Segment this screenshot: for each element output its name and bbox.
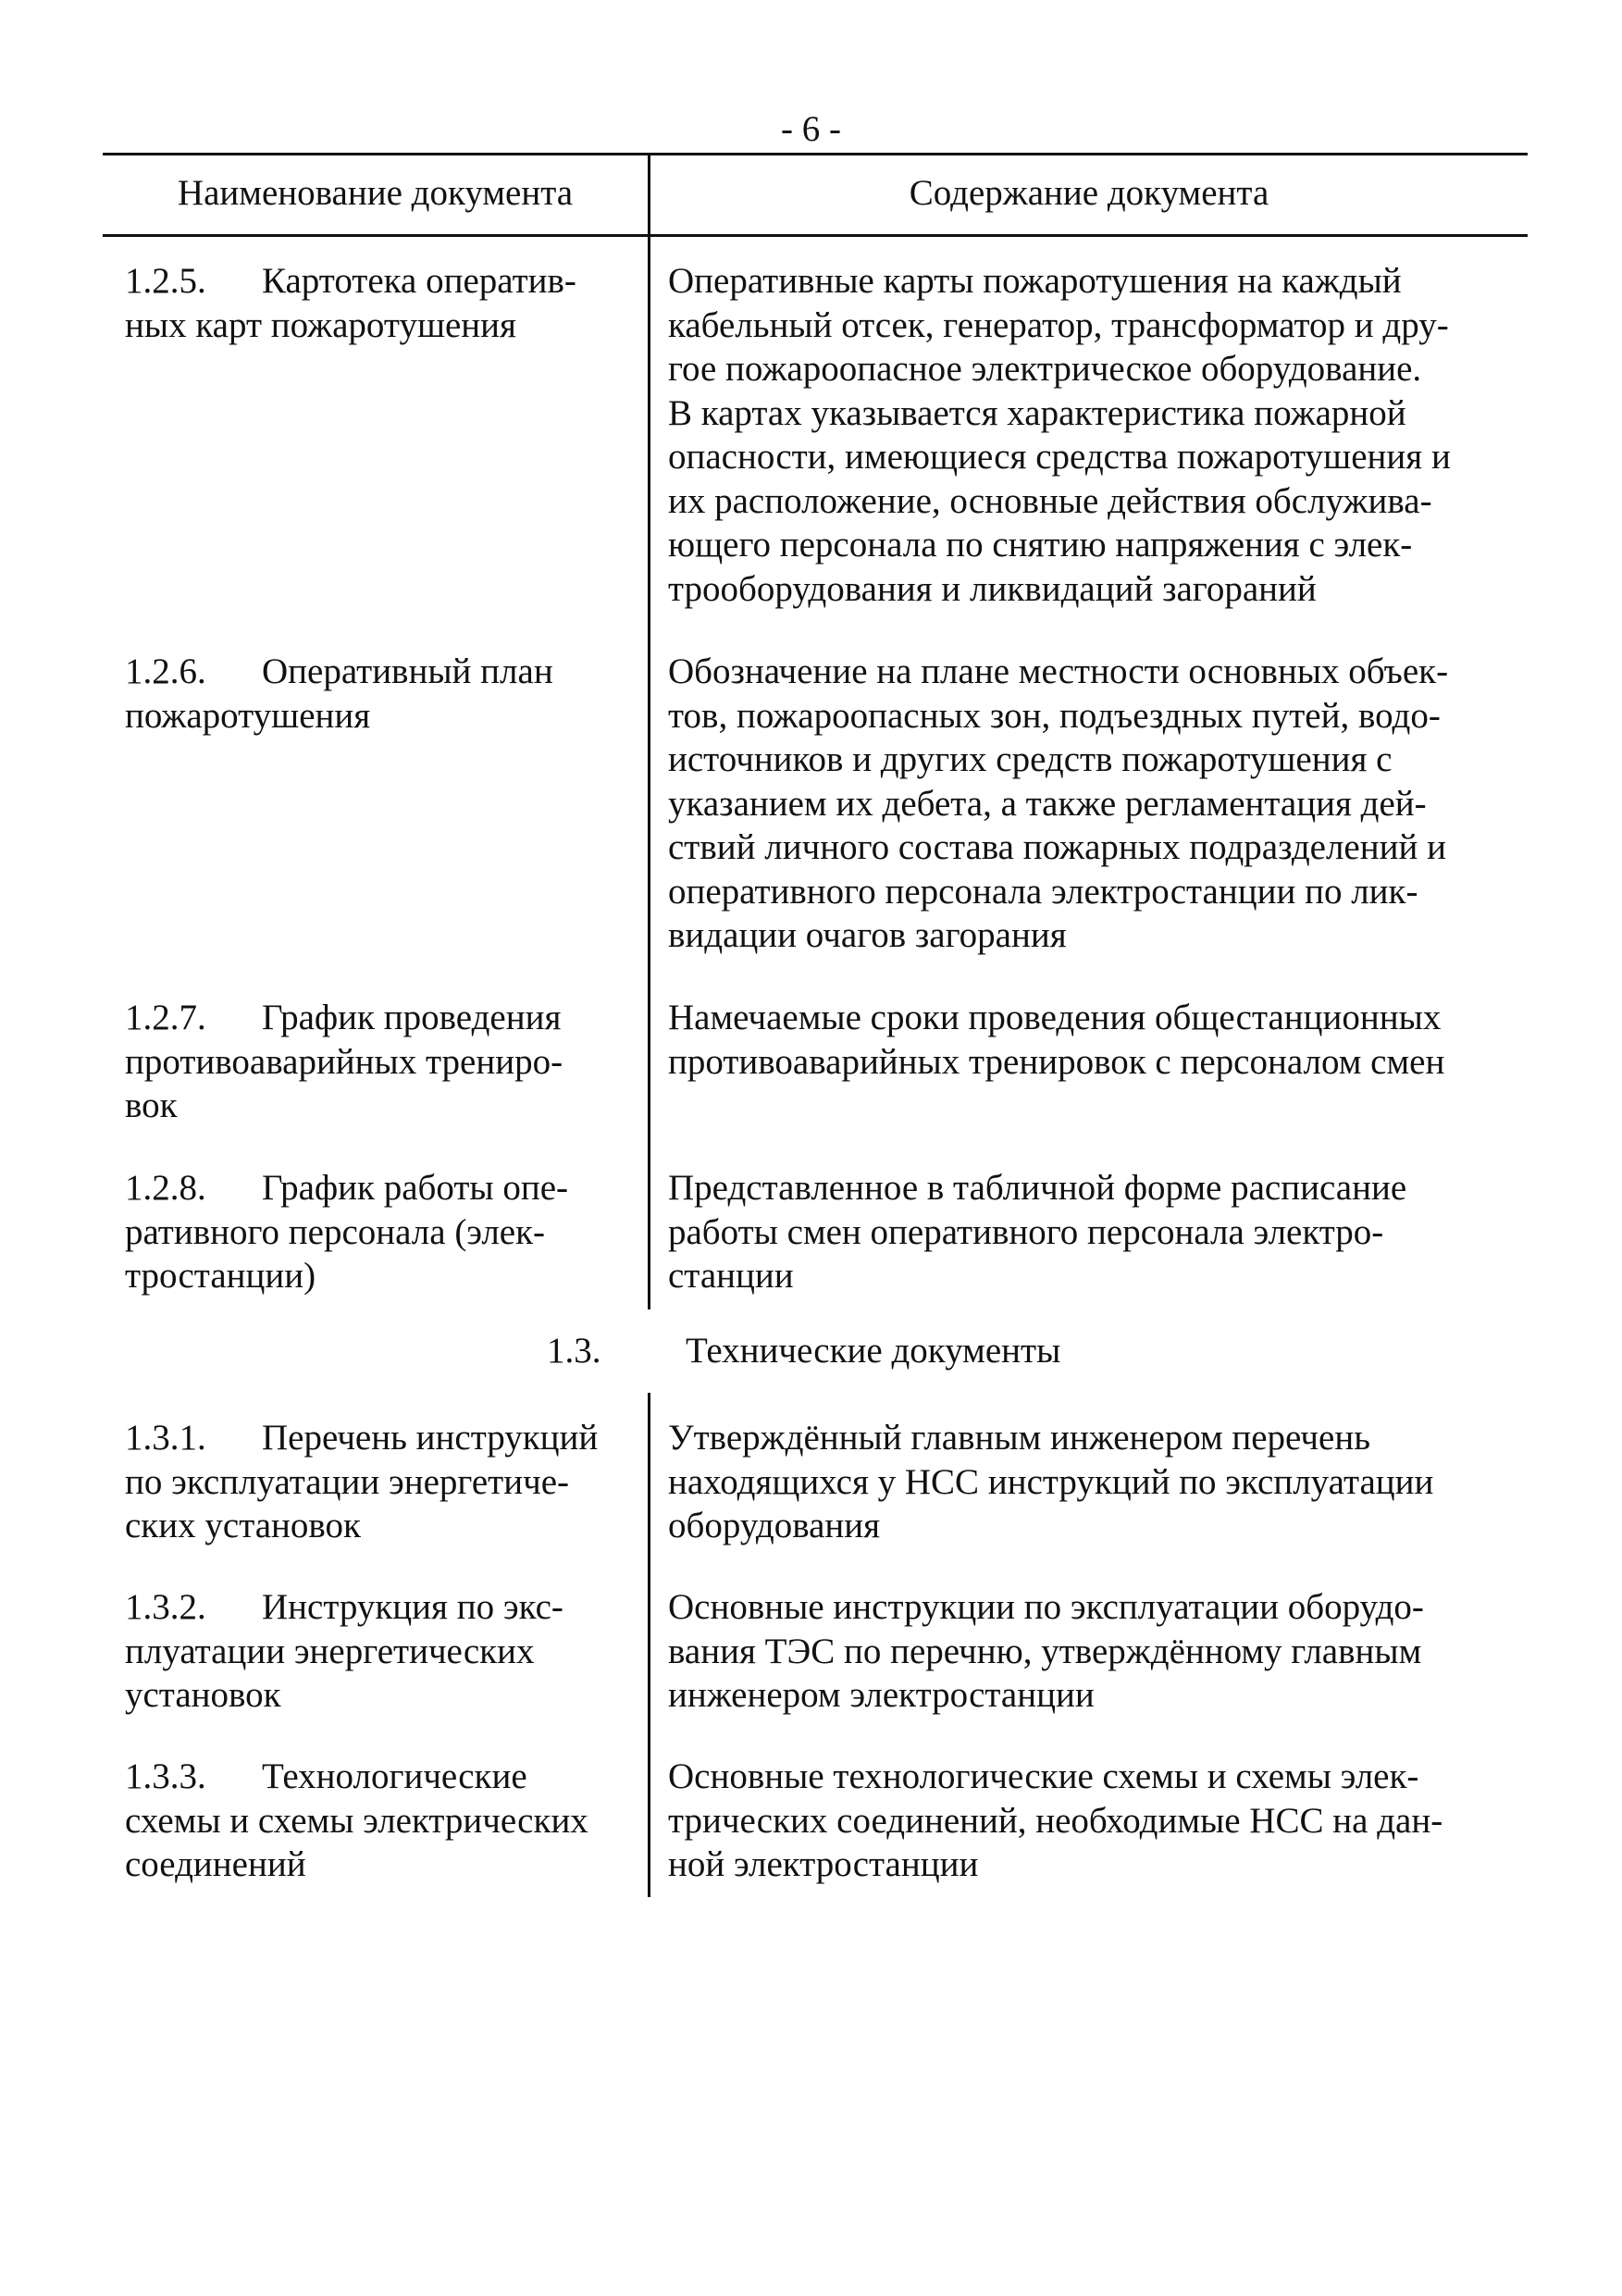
- content-line: тов, пожароопасных зон, подъездных путей, водо-: [668, 695, 1441, 736]
- content-line: Основные технологические схемы и схемы элек-: [668, 1756, 1419, 1796]
- document-name-line: схемы и схемы электрических: [125, 1800, 588, 1841]
- document-name-line: вок: [125, 1086, 178, 1125]
- content-line: станции: [668, 1256, 794, 1296]
- document-name-line: пожаротушения: [125, 695, 371, 736]
- item-number: 1.2.6.: [125, 652, 206, 691]
- content-line: Утверждённый главным инженером перечень: [668, 1418, 1370, 1458]
- content-line: работы смен оперативного персонала электро-: [668, 1211, 1384, 1252]
- document-name-line: Технологические: [262, 1756, 527, 1796]
- content-line: указанием их дебета, а также регламентация дей-: [668, 783, 1427, 824]
- header-document-name: Наименование документа: [177, 173, 574, 213]
- section-title: Технические документы: [686, 1331, 1061, 1371]
- document-name-line: плуатации энергетических: [125, 1631, 535, 1671]
- content-line: Обозначение на плане местности основных объек-: [668, 652, 1449, 691]
- content-line: ной электростанции: [668, 1844, 979, 1884]
- document-content-cell: [668, 259, 1612, 611]
- document-content-cell: [668, 996, 1612, 1084]
- document-name-cell: [125, 1585, 643, 1718]
- table-header-rule: [103, 234, 1528, 237]
- content-line: В картах указывается характеристика пожарной: [668, 392, 1406, 433]
- document-name-cell: [125, 1755, 643, 1887]
- document-name-line: соединений: [125, 1844, 306, 1884]
- page-number: - 6 -: [781, 109, 841, 149]
- content-line: вания ТЭС по перечню, утверждённому главным: [668, 1631, 1422, 1671]
- section-number: 1.3.: [547, 1331, 601, 1371]
- content-line: Основные инструкции по эксплуатации оборудо-: [668, 1587, 1424, 1627]
- document-name-line: ных карт пожаротушения: [125, 304, 516, 345]
- content-line: оперативного персонала электростанции по лик-: [668, 871, 1418, 912]
- column-divider: [648, 153, 650, 1309]
- content-line: их расположение, основные действия обслужива-: [668, 480, 1432, 521]
- content-line: источников и других средств пожаротушения с: [668, 739, 1393, 779]
- item-number: 1.3.1.: [125, 1418, 206, 1458]
- content-line: противоаварийных тренировок с персоналом смен: [668, 1041, 1445, 1082]
- item-number: 1.2.8.: [125, 1168, 206, 1208]
- content-line: оборудования: [668, 1506, 881, 1545]
- document-name-line: Картотека оператив-: [262, 261, 576, 301]
- document-name-cell: [125, 996, 643, 1128]
- document-content-cell: [668, 1416, 1612, 1548]
- document-content-cell: [668, 1166, 1612, 1298]
- content-line: трооборудования и ликвидаций загораний: [668, 568, 1317, 609]
- header-document-content: Содержание документа: [909, 173, 1269, 213]
- document-content-cell: [668, 650, 1612, 958]
- content-line: инженером электростанции: [668, 1675, 1095, 1715]
- document-name-cell: [125, 259, 643, 347]
- document-name-line: График проведения: [262, 998, 562, 1037]
- document-name-cell: [125, 1416, 643, 1548]
- document-name-line: Инструкция по экс-: [262, 1587, 563, 1627]
- column-divider: [648, 1393, 650, 1897]
- document-name-line: противоаварийных трениро-: [125, 1041, 563, 1082]
- content-line: ющего персонала по снятию напряжения с элек-: [668, 525, 1413, 565]
- document-content-cell: [668, 1585, 1612, 1718]
- content-line: трических соединений, необходимые НСС на дан-: [668, 1800, 1443, 1841]
- document-content-cell: [668, 1755, 1612, 1887]
- document-name-line: ских установок: [125, 1506, 361, 1545]
- table-top-rule: [103, 153, 1528, 155]
- content-line: Намечаемые сроки проведения общестанционных: [668, 998, 1442, 1037]
- item-number: 1.2.7.: [125, 998, 206, 1037]
- item-number: 1.2.5.: [125, 261, 206, 301]
- content-line: Представленное в табличной форме расписание: [668, 1168, 1407, 1208]
- document-name-line: по эксплуатации энергетиче-: [125, 1461, 569, 1502]
- item-number: 1.3.3.: [125, 1756, 206, 1796]
- document-name-line: Оперативный план: [262, 652, 553, 691]
- item-number: 1.3.2.: [125, 1587, 206, 1627]
- document-name-line: ративного персонала (элек-: [125, 1211, 546, 1252]
- document-name-line: тростанции): [125, 1256, 316, 1296]
- document-name-line: установок: [125, 1675, 281, 1715]
- content-line: видации очагов загорания: [668, 915, 1067, 955]
- document-name-cell: [125, 650, 643, 738]
- content-line: гое пожароопасное электрическое оборудование.: [668, 349, 1422, 389]
- content-line: кабельный отсек, генератор, трансформатор и дру-: [668, 304, 1449, 345]
- document-name-line: Перечень инструкций: [262, 1418, 599, 1458]
- document-name-cell: [125, 1166, 643, 1298]
- content-line: опасности, имеющиеся средства пожаротушения и: [668, 437, 1451, 477]
- content-line: находящихся у НСС инструкций по эксплуатации: [668, 1461, 1434, 1502]
- content-line: Оперативные карты пожаротушения на каждый: [668, 261, 1402, 301]
- document-name-line: График работы опе-: [262, 1168, 569, 1208]
- content-line: ствий личного состава пожарных подразделений и: [668, 827, 1446, 867]
